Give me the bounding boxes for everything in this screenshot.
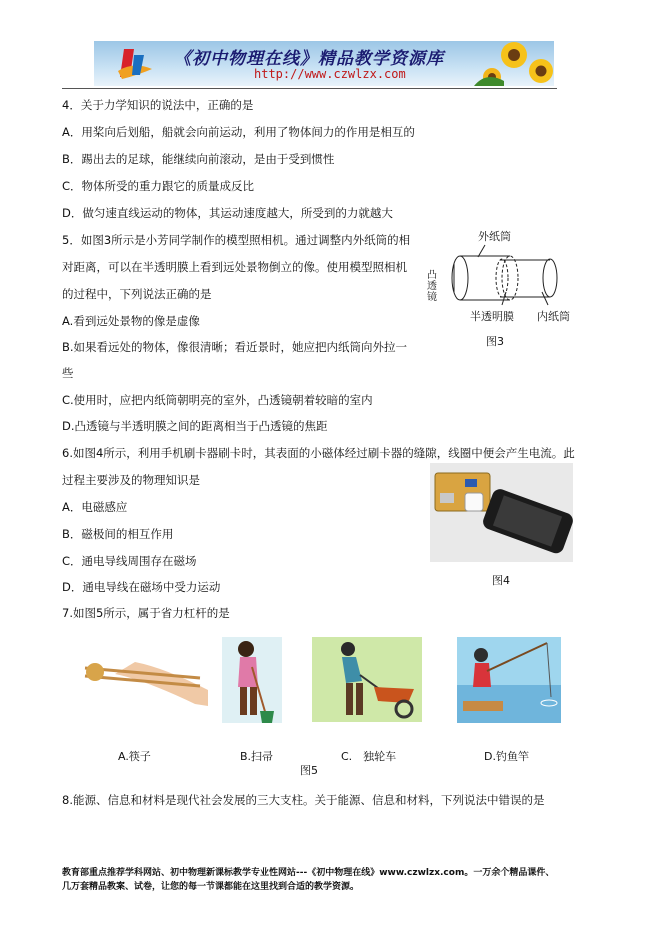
footer-line-1: 教育部重点推荐学科网站、初中物理新课标教学专业性网站---《初中物理在线》www.czwlzx.com。一万余个精品课件、: [62, 868, 555, 878]
figure-5-option-c-label: C. 独轮车: [341, 750, 397, 763]
figure-4-card-reader-photo: [430, 463, 573, 562]
header-banner: [94, 41, 554, 86]
q6-option-b: B．磁极间的相互作用: [62, 527, 174, 541]
figure-4-caption: 图4: [492, 574, 510, 587]
figure-5c-wheelbarrow-photo: [312, 637, 422, 722]
figure-5d-fishing-rod-photo: [457, 637, 561, 723]
phone-card-reader-icon: [430, 463, 573, 562]
figure-3-label-outer-tube: 外纸筒: [478, 230, 511, 243]
q5-line-2: 对距离，可以在半透明膜上看到远处景物倒立的像。使用模型照相机: [62, 260, 407, 274]
banner-title: 《初中物理在线》精品教学资源库: [174, 49, 444, 69]
sunflower-icon: [474, 42, 553, 86]
q5-option-b-line-2: 些: [62, 366, 74, 380]
q5-option-b-line-1: B.如果看远处的物体，像很清晰；看近景时，她应把内纸筒向外拉一: [62, 340, 408, 354]
q6-option-d: D．通电导线在磁场中受力运动: [62, 580, 221, 594]
figure-5-caption: 图5: [300, 764, 318, 777]
figure-3-caption: 图3: [486, 335, 504, 348]
figure-5-option-b-label: B.扫帚: [240, 750, 274, 763]
fishing-rod-icon: [457, 637, 561, 723]
q6-line-1: 6.如图4所示，利用手机刷卡器刷卡时，其表面的小磁体经过刷卡器的缝隙，线圈中便会产生电流。此: [62, 446, 575, 460]
site-logo-icon: [118, 49, 152, 79]
q7-stem: 7.如图5所示，属于省力杠杆的是: [62, 606, 230, 620]
q5-line-3: 的过程中，下列说法正确的是: [62, 287, 212, 301]
q6-option-c: C．通电导线周围存在磁场: [62, 554, 197, 568]
q8-stem: 8.能源、信息和材料是现代社会发展的三大支柱。关于能源、信息和材料，下列说法中错误的是: [62, 793, 545, 807]
q5-option-a: A.看到远处景物的像是虚像: [62, 314, 200, 328]
banner-url: http://www.czwlzx.com: [254, 67, 406, 81]
figure-3-label-film: 半透明膜: [470, 310, 514, 323]
figure-5a-chopsticks-photo: [75, 640, 208, 706]
q4-stem: 4．关于力学知识的说法中，正确的是: [62, 98, 254, 112]
wheelbarrow-icon: [312, 637, 422, 722]
footer-line-2: 几万套精品教案、试卷，让您的每一节课都能在这里找到合适的教学资源。: [62, 882, 360, 892]
q6-option-a: A．电磁感应: [62, 500, 128, 514]
q5-line-1: 5．如图3所示是小芳同学制作的模型照相机。通过调整内外纸筒的相: [62, 233, 411, 247]
figure-3-label-inner-tube: 内纸筒: [537, 310, 570, 323]
q5-option-d: D.凸透镜与半透明膜之间的距离相当于凸透镜的焦距: [62, 419, 328, 433]
figure-5-option-a-label: A.筷子: [118, 750, 151, 763]
figure-5b-broom-photo: [222, 637, 282, 723]
q4-option-c: C．物体所受的重力跟它的质量成反比: [62, 179, 255, 193]
chopsticks-icon: [75, 640, 208, 706]
figure-5-option-d-label: D.钓鱼竿: [484, 750, 529, 763]
q5-option-c: C.使用时，应把内纸筒朝明亮的室外，凸透镜朝着较暗的室内: [62, 393, 373, 407]
q4-option-b: B．踢出去的足球，能继续向前滚动，是由于受到惯性: [62, 152, 335, 166]
q6-line-2: 过程主要涉及的物理知识是: [62, 473, 200, 487]
q4-option-a: A．用桨向后划船，船就会向前运动，利用了物体间力的作用是相互的: [62, 125, 415, 139]
broom-sweeping-icon: [222, 637, 282, 723]
figure-3-label-lens: 凸透镜: [427, 270, 437, 303]
header-rule: [62, 88, 557, 89]
q4-option-d: D．做匀速直线运动的物体，其运动速度越大，所受到的力就越大: [62, 206, 393, 220]
